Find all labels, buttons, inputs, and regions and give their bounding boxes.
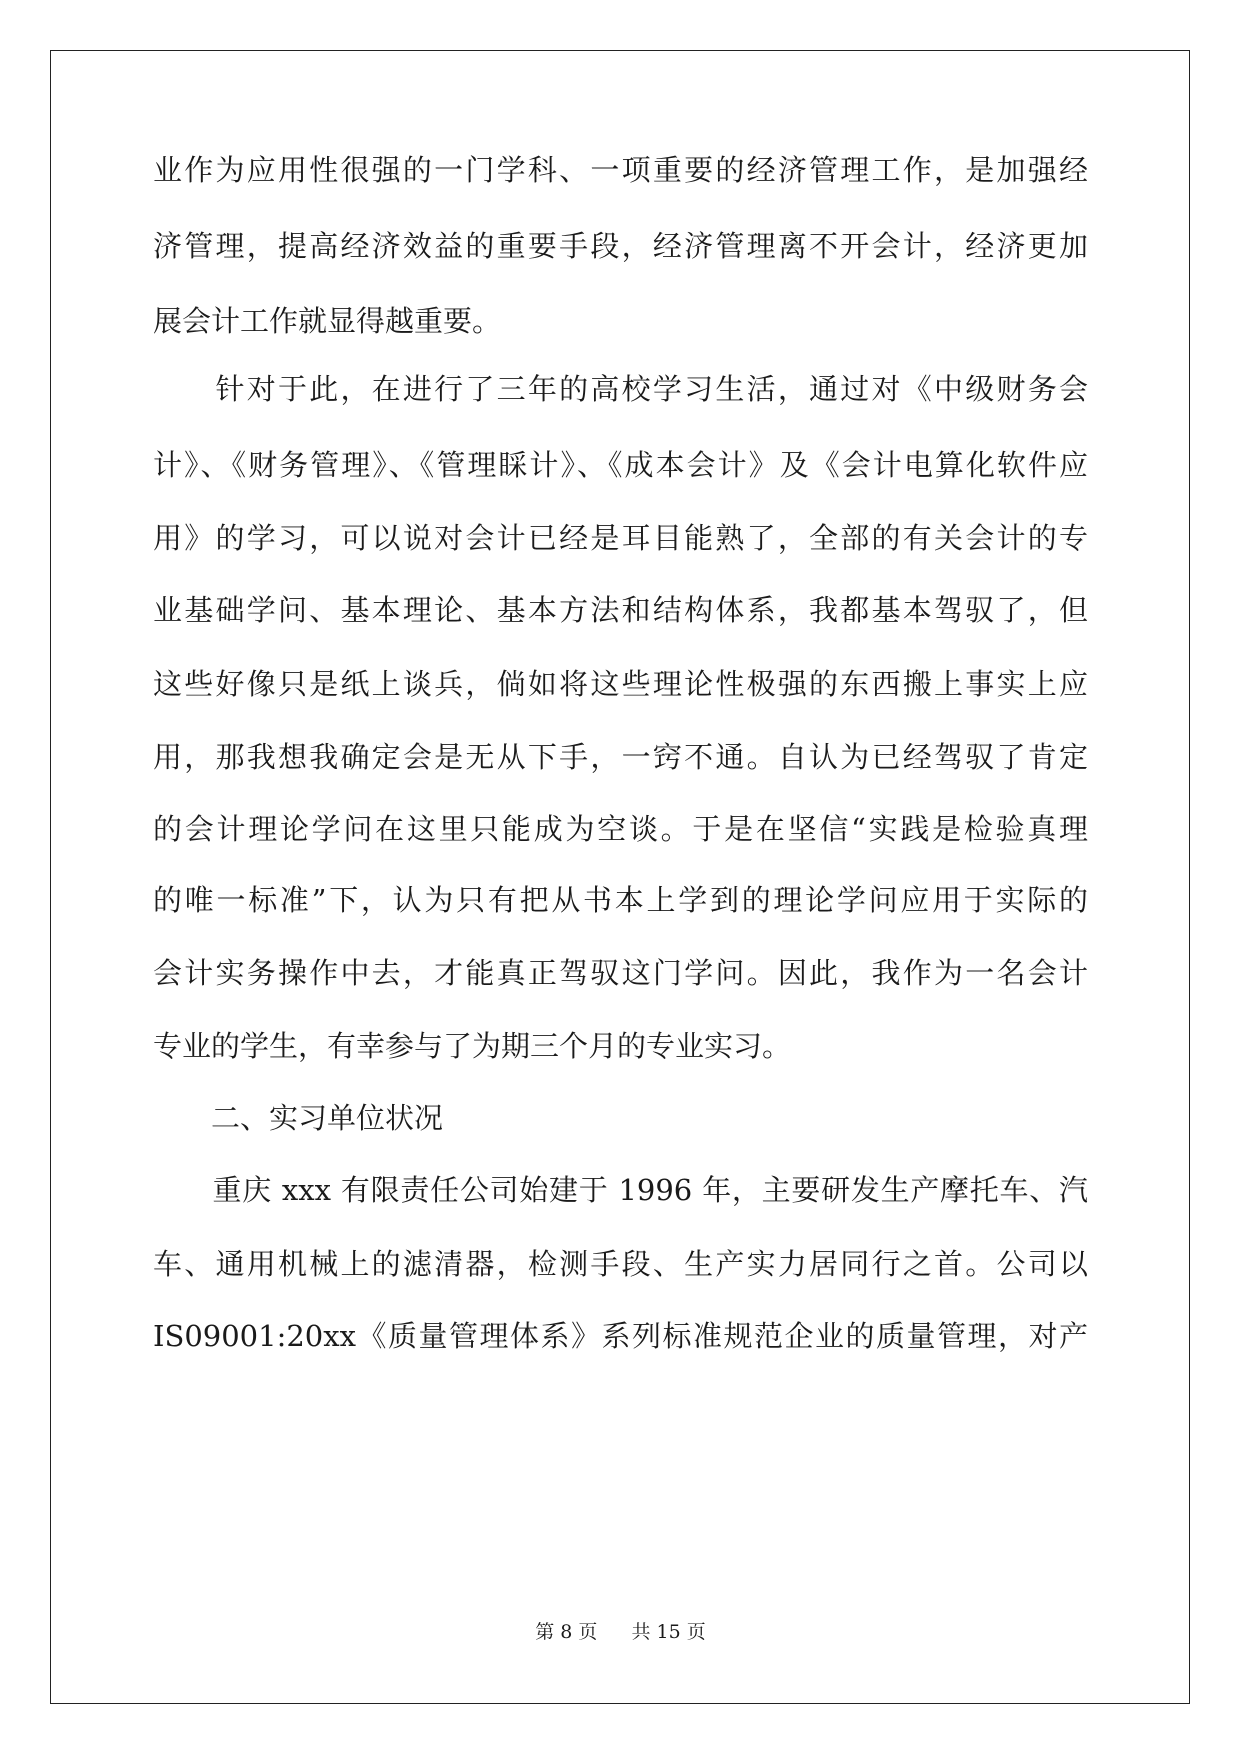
text-line: 车、通用机械上的滤清器，检测手段、生产实力居同行之首。公司以 [153, 1247, 1088, 1281]
section-heading: 二、实习单位状况 [153, 1101, 444, 1135]
page-total: 共 15 页 [631, 1621, 706, 1643]
page-number: 第 8 页 [535, 1621, 598, 1643]
page-border [50, 50, 1190, 1704]
text-line: 用，那我想我确定会是无从下手，一窍不通。自认为已经驾驭了肯定 [153, 740, 1088, 774]
text-line: 计》、《财务管理》、《管理睬计》、《成本会计》及《会计电算化软件应 [153, 448, 1088, 482]
text-line: 展会计工作就显得越重要。 [153, 304, 502, 338]
text-line: IS09001:20xx《质量管理体系》系列标准规范企业的质量管理，对产 [153, 1319, 1088, 1353]
text-line: 针对于此，在进行了三年的高校学习生活，通过对《中级财务会 [153, 372, 1088, 406]
text-line: 重庆 xxx 有限责任公司始建于 1996 年，主要研发生产摩托车、汽 [153, 1173, 1088, 1207]
text-line: 业基础学问、基本理论、基本方法和结构体系，我都基本驾驭了，但 [153, 593, 1088, 627]
page-footer [0, 1620, 1241, 1644]
text-line: 会计实务操作中去，才能真正驾驭这门学问。因此，我作为一名会计 [153, 956, 1088, 990]
text-line: 的会计理论学问在这里只能成为空谈。于是在坚信“实践是检验真理 [153, 812, 1088, 846]
text-line: 业作为应用性很强的一门学科、一项重要的经济管理工作，是加强经 [153, 153, 1088, 187]
text-line: 这些好像只是纸上谈兵，倘如将这些理论性极强的东西搬上事实上应 [153, 667, 1088, 701]
text-line: 专业的学生，有幸参与了为期三个月的专业实习。 [153, 1029, 792, 1063]
text-line: 济管理，提高经济效益的重要手段，经济管理离不开会计，经济更加 [153, 229, 1088, 263]
text-line: 的唯一标准”下，认为只有把从书本上学到的理论学问应用于实际的 [153, 883, 1088, 917]
text-line: 用》的学习，可以说对会计已经是耳目能熟了，全部的有关会计的专 [153, 521, 1088, 555]
